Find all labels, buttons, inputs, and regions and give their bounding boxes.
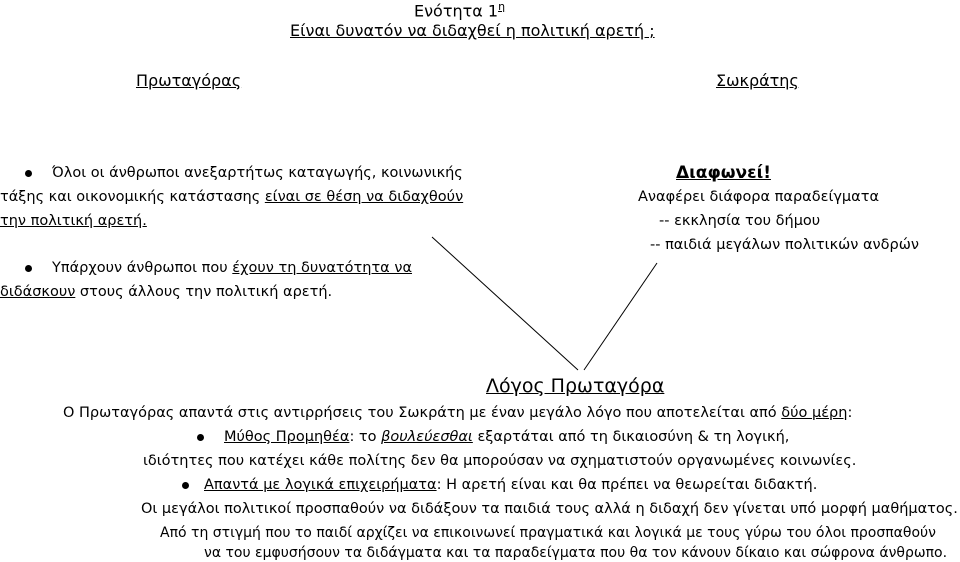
socrates-line-1: Αναφέρει διάφορα παραδείγματα bbox=[638, 189, 879, 205]
logic-label: Απαντά με λογικά επιχειρήματα bbox=[204, 477, 437, 493]
myth-emphasis: βουλεύεσθαι bbox=[381, 429, 473, 445]
logos-myth-line-2: ιδιότητες που κατέχει κάθε πολίτης δεν θα μπορούσαν να σχηματιστούν οργανωμένες κοινωνίες. bbox=[143, 453, 857, 469]
right-connector-line bbox=[584, 263, 657, 370]
socrates-heading: Διαφωνεί! bbox=[676, 163, 771, 183]
myth-label: Μύθος Προμηθέα bbox=[224, 429, 350, 445]
socrates-column-title: Σωκράτης bbox=[716, 71, 799, 90]
protagoras-point-2-emphasis: έχουν τη δυνατότητα να bbox=[232, 260, 413, 276]
protagoras-point-2-emphasis-2: διδάσκουν bbox=[0, 284, 76, 300]
myth-text: : το bbox=[349, 429, 382, 445]
protagoras-point-1-text: τάξης και οικονομικής κατάστασης bbox=[0, 189, 265, 205]
logic-text: : Η αρετή είναι και θα πρέπει να θεωρείται διδακτή. bbox=[436, 477, 818, 493]
socrates-line-3: -- παιδιά μεγάλων πολιτικών ανδρών bbox=[650, 237, 919, 253]
unit-label: Ενότητα 1 bbox=[414, 1, 499, 21]
logos-intro-text: Ο Πρωταγόρας απαντά στις αντιρρήσεις του Σωκράτη με έναν μεγάλο λόγο που αποτελείται από bbox=[63, 405, 782, 421]
logos-line-7: να του εμφυσήσουν τα διδάγματα και τα παραδείγματα που θα τον κάνουν δίκαιο και σώφρονα άνθρωπο. bbox=[204, 545, 948, 561]
protagoras-point-2-text: Υπάρχουν άνθρωποι που bbox=[52, 260, 233, 276]
protagoras-point-1-line-3: την πολιτική αρετή. bbox=[0, 213, 147, 229]
unit-ordinal-superscript: η bbox=[498, 0, 506, 13]
logos-line-5: Οι μεγάλοι πολιτικοί προσπαθούν να διδάξουν τα παιδιά τους αλλά η διδαχή δεν γίνεται υπό μορφή μαθήματος. bbox=[141, 501, 958, 517]
bullet-icon bbox=[197, 434, 204, 441]
logos-line-6: Από τη στιγμή που το παιδί αρχίζει να επικοινωνεί πραγματικά και λογικά με τους γύρω του όλοι προσπαθούν bbox=[160, 525, 936, 541]
logos-logic-line bbox=[204, 477, 817, 493]
socrates-line-2: -- εκκλησία του δήμου bbox=[659, 213, 821, 229]
bullet-icon bbox=[182, 482, 189, 489]
protagoras-point-1-line-1: Όλοι οι άνθρωποι ανεξαρτήτως καταγωγής, κοινωνικής bbox=[52, 165, 463, 181]
protagoras-point-1-emphasis: είναι σε θέση να διδαχθούν bbox=[264, 189, 464, 205]
page-question: Είναι δυνατόν να διδαχθεί η πολιτική αρετή ; bbox=[290, 21, 655, 40]
protagoras-column-title: Πρωταγόρας bbox=[136, 71, 242, 90]
logos-title: Λόγος Πρωταγόρα bbox=[486, 375, 665, 397]
logos-myth-line-1 bbox=[224, 429, 789, 445]
logos-intro-emphasis: δύο μέρη bbox=[781, 405, 848, 421]
logos-intro-colon: : bbox=[847, 405, 853, 421]
myth-text-2: εξαρτάται από τη δικαιοσύνη & τη λογική, bbox=[472, 429, 790, 445]
protagoras-point-2-text-2: στους άλλους την πολιτική αρετή. bbox=[75, 284, 333, 300]
left-connector-line bbox=[432, 237, 578, 370]
logos-intro bbox=[63, 405, 852, 421]
